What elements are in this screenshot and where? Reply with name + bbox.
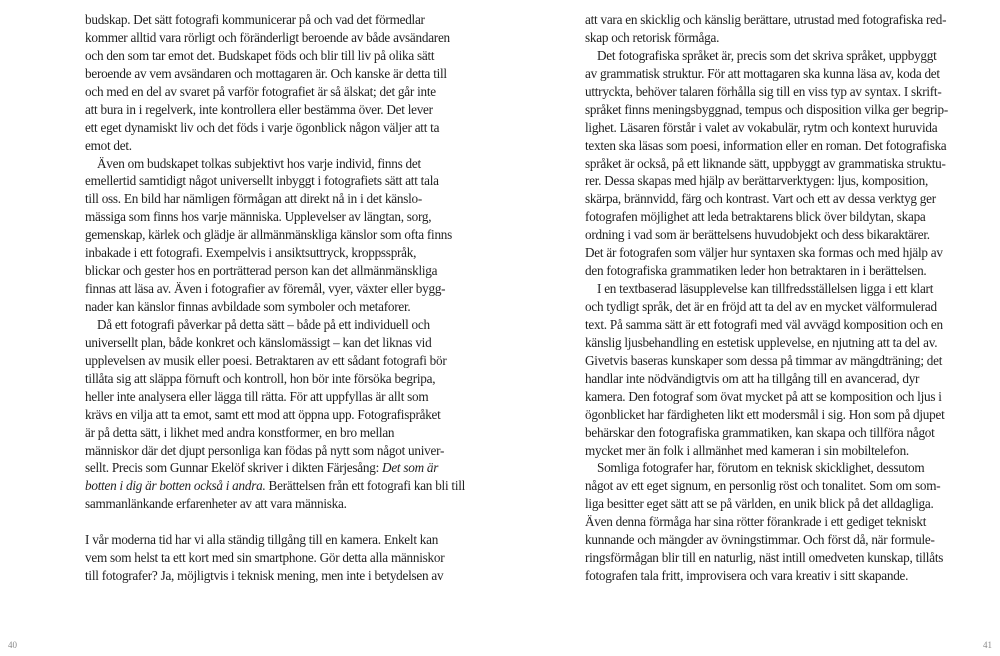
body-text: I en textbaserad läsupplevelse kan tillfredsställelsen ligga i ett klart [597, 281, 934, 297]
body-text: Då ett fotografi påverkar på detta sätt – både på ett individuell och [97, 316, 430, 332]
body-text: heller inte analysera eller lägga till rätta. För att uppfyllas är allt som [85, 388, 429, 404]
body-text: fotografen möjlighet att leda betraktarens blick över bildytan, skapa [585, 209, 926, 225]
text-line [585, 424, 945, 442]
text-line [585, 172, 945, 190]
body-text: lighet. Läsaren förstår i valet av vokabulär, rytm och kontext huruvida [585, 119, 938, 135]
text-line [585, 119, 945, 137]
body-text: känslig ljusbehandling en estetisk upplevelse, en njutning att ta del av. [585, 334, 938, 350]
text-line [585, 208, 945, 226]
body-text: upplevelsen av musik eller poesi. Betraktaren av ett sådant fotografi bör [85, 352, 447, 368]
text-line [85, 11, 445, 29]
body-text: något av ett eget signum, en personlig röst och tonalitet. Som om som- [585, 478, 941, 494]
body-text: behärskar den fotografiska grammatiken, kan skapa och tillföra något [585, 424, 935, 440]
body-text: budskap. Det sätt fotografi kommunicerar på och vad det förmedlar [85, 12, 425, 27]
body-text: inbakade i ett fotografi. Exempelvis i ansiktsuttryck, kroppsspråk, [85, 245, 417, 261]
body-text: språket är också, på ett liknande sätt, uppbyggt av grammatiska struktu- [585, 155, 946, 171]
body-text: beroende av vem avsändaren och mottagaren är. Och kanske är detta till [85, 65, 447, 81]
text-line [85, 244, 445, 262]
text-line [585, 29, 945, 47]
text-line [85, 316, 445, 334]
body-text: att vara en skicklig och känslig berättare, utrustad med fotografiska red- [585, 12, 947, 27]
body-text: till oss. En bild har nämligen förmågan att direkt nå in i det känslo- [85, 191, 423, 207]
body-text: krävs en vilja att ta emot, samt ett mod att öppna upp. Fotografispråket [85, 406, 441, 422]
text-line [85, 459, 445, 477]
text-line [85, 477, 466, 495]
text-line [85, 370, 445, 388]
body-text: Även om budskapet tolkas subjektivt hos varje individ, finns det [97, 155, 421, 171]
body-text: och den som tar emot det. Budskapet föds och blir till liv på olika sätt [85, 47, 435, 63]
body-text: fotografen tala fritt, improvisera och vara kreativ i sitt skapande. [585, 568, 909, 584]
body-text: människor där det djupt personliga kan födas på nytt som något univer- [85, 442, 445, 458]
text-line [85, 280, 445, 298]
body-text: tillåta sig att släppa förnuft och kontroll, hon bör inte försöka begripa, [85, 370, 436, 386]
body-text: gemenskap, kärlek och glädje är allmänmänskliga känslor som ofta finns [85, 227, 453, 243]
text-line [85, 226, 453, 244]
body-text: Även denna förmåga har sina rötter förankrade i ett gediget tekniskt [585, 514, 927, 530]
text-line [585, 298, 945, 316]
text-line [585, 352, 945, 370]
body-text: text. På samma sätt är ett fotografi med väl avvägd komposition och en [585, 316, 943, 332]
body-text: kommer alltid vara rörligt och föränderligt beroende av både avsändaren [85, 29, 450, 45]
body-text: och tydligt språk, det är en fröjd att ta del av en mycket välformulerad [585, 299, 937, 314]
text-line [85, 424, 445, 442]
body-text: sammanlänkande erfarenheter av att vara människa. [85, 496, 347, 512]
text-line [85, 334, 445, 352]
text-line [585, 316, 945, 334]
text-line [85, 29, 450, 47]
text-line [85, 190, 445, 208]
text-line [585, 244, 945, 262]
body-text: handlar inte nödvändigtvis om att ha tillgång till en avancerad, dyr [585, 370, 920, 386]
body-text: sellt. Precis som Gunnar Ekelöf skriver i dikten Färjesång: [85, 460, 383, 476]
text-line [585, 495, 945, 513]
text-line [585, 280, 945, 298]
body-text: språket finns meningsbyggnad, tempus och disposition vilka ger begrip- [585, 101, 949, 117]
left-text-column [85, 11, 466, 585]
text-line [85, 65, 445, 83]
text-line [85, 262, 445, 280]
text-line [585, 65, 945, 83]
body-text: I vår moderna tid har vi alla ständig tillgång till en kamera. Enkelt kan [85, 532, 439, 548]
body-text: och med en del av svaret på varför fotografiet är så älskat; det går inte [85, 83, 436, 99]
text-line [85, 83, 445, 101]
text-line [585, 137, 945, 155]
body-text: ögonblicket har färdigheten likt ett modersmål i sig. Hon som på djupet [585, 406, 945, 422]
text-line [585, 549, 945, 567]
text-line [585, 406, 945, 424]
body-text: texten ska läsas som poesi, information eller en roman. Det fotografiska [585, 137, 947, 153]
body-text: att bura in i regelverk, inte kontrollera eller bestämma över. Det lever [85, 101, 433, 117]
text-line [85, 119, 445, 137]
body-text: den fotografiska grammatiken leder hon betraktaren in i berättelsen. [585, 263, 927, 279]
text-line [85, 495, 445, 513]
text-line [85, 388, 445, 406]
text-line [585, 226, 945, 244]
body-text: Somliga fotografer har, förutom en teknisk skicklighet, dessutom [597, 460, 925, 476]
text-line [85, 531, 445, 549]
body-text: vem som helst ta ett kort med sin smartphone. Gör detta alla människor [85, 550, 445, 566]
body-text: kunnande och mängder av övningstimmar. Och först då, när formule- [585, 532, 935, 548]
text-line [85, 155, 445, 173]
text-line [85, 47, 445, 65]
body-text: ordning i vad som är berättelsens huvudobjekt och dess bikaraktärer. [585, 227, 930, 243]
text-line [85, 137, 445, 155]
body-text: mycket mer än folk i allmänhet med kameran i sin mobiltelefon. [585, 442, 909, 458]
body-text: är på detta sätt, i likhet med andra konstformer, en bro mellan [85, 424, 395, 440]
body-text: Givetvis baseras kunskaper som dessa på timmar av mängdträning; det [585, 352, 943, 368]
text-line [585, 567, 945, 585]
text-line [585, 334, 945, 352]
body-text: till fotografer? Ja, möjligtvis i teknisk mening, men inte i betydelsen av [85, 568, 444, 584]
body-text: finnas att läsa av. Även i fotografier av föremål, vyer, växter eller bygg- [85, 281, 446, 297]
right-text-column [585, 11, 949, 585]
italic-quote-text: Det som är [382, 460, 439, 476]
text-line [585, 155, 945, 173]
text-line [85, 101, 445, 119]
body-text: universellt plan, både konkret och känslomässigt – kan det liknas vid [85, 334, 432, 350]
text-line [85, 442, 445, 460]
page-number: 40 [8, 640, 17, 650]
text-line [585, 531, 945, 549]
body-text: ringsförmågan blir till en naturlig, näst intill omedveten kunskap, tillåts [585, 550, 944, 566]
italic-quote-text: botten i dig är botten också i andra. [85, 478, 266, 494]
text-line [585, 388, 945, 406]
right-page [500, 0, 1000, 656]
text-line [85, 352, 445, 370]
text-line [585, 442, 945, 460]
body-text: mässiga som finns hos varje människa. Upplevelser av längtan, sorg, [85, 209, 432, 225]
text-line [585, 370, 945, 388]
text-line [585, 477, 945, 495]
body-text: av grammatisk struktur. För att mottagaren ska kunna läsa av, koda det [585, 65, 940, 81]
body-text: nader kan känslor finnas avbildade som symboler och metaforer. [85, 299, 411, 314]
text-line [85, 298, 445, 316]
body-text: blickar och gester hos en porträtterad person kan det allmänmänskliga [85, 263, 438, 279]
text-line [585, 459, 945, 477]
text-line [85, 208, 445, 226]
page-number: 41 [983, 640, 992, 650]
text-line [585, 47, 945, 65]
body-text: kamera. Den fotograf som övat mycket på att se komposition och ljus i [585, 388, 942, 404]
text-line [85, 567, 445, 585]
text-line [85, 406, 445, 424]
body-text: Det fotografiska språket är, precis som det skriva språket, uppbyggt [597, 47, 937, 63]
body-text: Berättelsen från ett fotografi kan bli till [265, 478, 466, 494]
body-text: emot det. [85, 137, 132, 153]
body-text: ett eget dynamiskt liv och det föds i varje ögonblick någon väljer att ta [85, 119, 440, 135]
body-text: skap och retorisk förmåga. [585, 29, 720, 45]
text-line [585, 262, 945, 280]
text-line [85, 549, 445, 567]
body-text: rer. Dessa skapas med hjälp av berättarverktygen: ljus, komposition, [585, 173, 929, 189]
text-line [585, 11, 945, 29]
body-text: skärpa, brännvidd, färg och kontrast. Vart och ett av dessa verktyg ger [585, 191, 936, 207]
text-line [85, 513, 445, 531]
text-line [585, 190, 945, 208]
body-text: liga besitter eget sätt att se på världen, en unik blick på det alldagliga. [585, 496, 934, 512]
body-text: uttryckta, behöver talaren förhålla sig till en viss typ av syntax. I skrift- [585, 83, 942, 99]
text-line [585, 513, 945, 531]
text-line [585, 83, 945, 101]
text-line [85, 172, 445, 190]
body-text: emellertid samtidigt något universellt inbyggt i fotografiets sätt att tala [85, 173, 439, 189]
text-line [585, 101, 949, 119]
body-text: Det är fotografen som väljer hur syntaxen ska formas och med hjälp av [585, 245, 943, 261]
